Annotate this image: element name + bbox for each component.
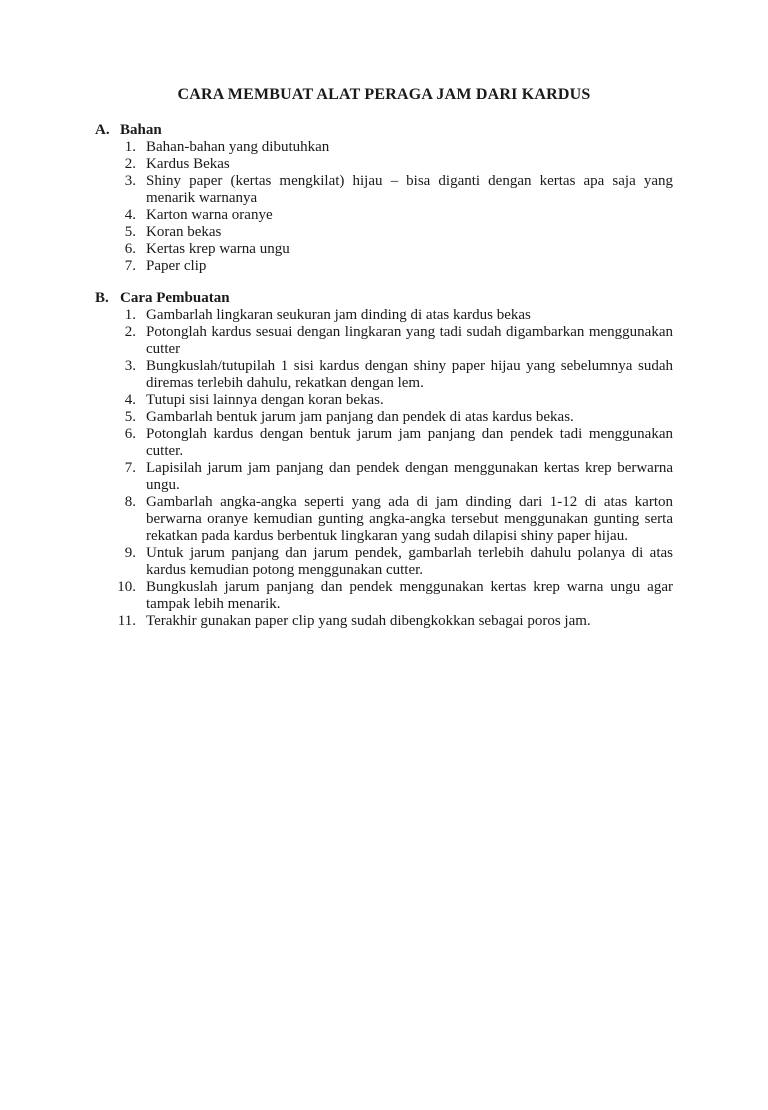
list-item-number: 2.: [124, 156, 136, 172]
list-item-text: Koran bekas: [146, 224, 222, 240]
section-title: Cara Pembuatan: [120, 290, 230, 306]
list-item-number: 4.: [124, 207, 136, 223]
list-item: [95, 358, 673, 392]
list-item: [95, 613, 673, 630]
list-item: [95, 224, 673, 241]
list-item-number: 8.: [124, 494, 136, 510]
list-item-text: Shiny paper (kertas mengkilat) hijau – bisa diganti dengan kertas apa saja yang menarik warnanya: [146, 173, 673, 206]
list-item-text: Kardus Bekas: [146, 156, 230, 172]
list-item: [95, 207, 673, 224]
list-item: [95, 139, 673, 156]
list-item: [95, 156, 673, 173]
list-item-number: 5.: [124, 409, 136, 425]
cara-pembuatan-list: [95, 307, 673, 630]
list-item: [95, 173, 673, 207]
section-bahan: [95, 122, 673, 275]
list-item-text: Terakhir gunakan paper clip yang sudah dibengkokkan sebagai poros jam.: [146, 613, 591, 629]
section-cara-pembuatan: [95, 290, 673, 630]
list-item-text: Gambarlah lingkaran seukuran jam dinding di atas kardus bekas: [146, 307, 531, 323]
document-page: [0, 86, 768, 1110]
page-title: CARA MEMBUAT ALAT PERAGA JAM DARI KARDUS: [177, 86, 591, 103]
list-item-number: 3.: [124, 358, 136, 374]
list-item-text: Gambarlah bentuk jarum jam panjang dan pendek di atas kardus bekas.: [146, 409, 574, 425]
list-item-number: 1.: [124, 139, 136, 155]
list-item: [95, 307, 673, 324]
list-item-number: 7.: [124, 258, 136, 274]
list-item-text: Gambarlah angka-angka seperti yang ada di jam dinding dari 1-12 di atas karton berwarna oranye kemudian gunting angka-angka tersebut menggunakan gunting serta rekatkan pada kardus berbentuk lingkaran yang sudah dilapisi shiny paper hijau.: [146, 494, 673, 544]
list-item-number: 3.: [124, 173, 136, 189]
list-item: [95, 392, 673, 409]
list-item-text: Untuk jarum panjang dan jarum pendek, gambarlah terlebih dahulu polanya di atas kardus kemudian potong menggunakan cutter.: [146, 545, 673, 578]
list-item: [95, 494, 673, 545]
list-item-number: 5.: [124, 224, 136, 240]
list-item-text: Bungkuslah jarum panjang dan pendek menggunakan kertas krep warna ungu agar tampak lebih menarik.: [146, 579, 673, 612]
section-heading: [95, 122, 673, 139]
list-item-number: 6.: [124, 241, 136, 257]
list-item: [95, 324, 673, 358]
list-item-text: Bungkuslah/tutupilah 1 sisi kardus dengan shiny paper hijau yang sebelumnya sudah diremas terlebih dahulu, rekatkan dengan lem.: [146, 358, 673, 391]
list-item-text: Kertas krep warna ungu: [146, 241, 290, 257]
section-letter: A.: [95, 122, 110, 138]
list-item: [95, 258, 673, 275]
list-item-number: 4.: [124, 392, 136, 408]
list-item-number: 2.: [124, 324, 136, 340]
section-heading: [95, 290, 673, 307]
list-item: [95, 460, 673, 494]
list-item: [95, 241, 673, 258]
section-letter: B.: [95, 290, 109, 306]
list-item-number: 6.: [124, 426, 136, 442]
list-item-number: 7.: [124, 460, 136, 476]
list-item: [95, 409, 673, 426]
list-item-text: Tutupi sisi lainnya dengan koran bekas.: [146, 392, 384, 408]
list-item-text: Lapisilah jarum jam panjang dan pendek dengan menggunakan kertas krep berwarna ungu.: [146, 460, 673, 493]
list-item: [95, 545, 673, 579]
list-item-number: 11.: [117, 613, 136, 629]
list-item-text: Potonglah kardus sesuai dengan lingkaran yang tadi sudah digambarkan menggunakan cutter: [146, 324, 673, 357]
list-item-number: 9.: [124, 545, 136, 561]
list-item-text: Paper clip: [146, 258, 207, 274]
list-item-text: Karton warna oranye: [146, 207, 273, 223]
list-item-number: 1.: [124, 307, 136, 323]
section-title: Bahan: [120, 122, 162, 138]
list-item: [95, 426, 673, 460]
list-item-text: Bahan-bahan yang dibutuhkan: [146, 139, 330, 155]
bahan-list: [95, 139, 673, 275]
list-item-text: Potonglah kardus dengan bentuk jarum jam panjang dan pendek tadi menggunakan cutter.: [146, 426, 673, 459]
list-item-number: 10.: [117, 579, 136, 595]
list-item: [95, 579, 673, 613]
